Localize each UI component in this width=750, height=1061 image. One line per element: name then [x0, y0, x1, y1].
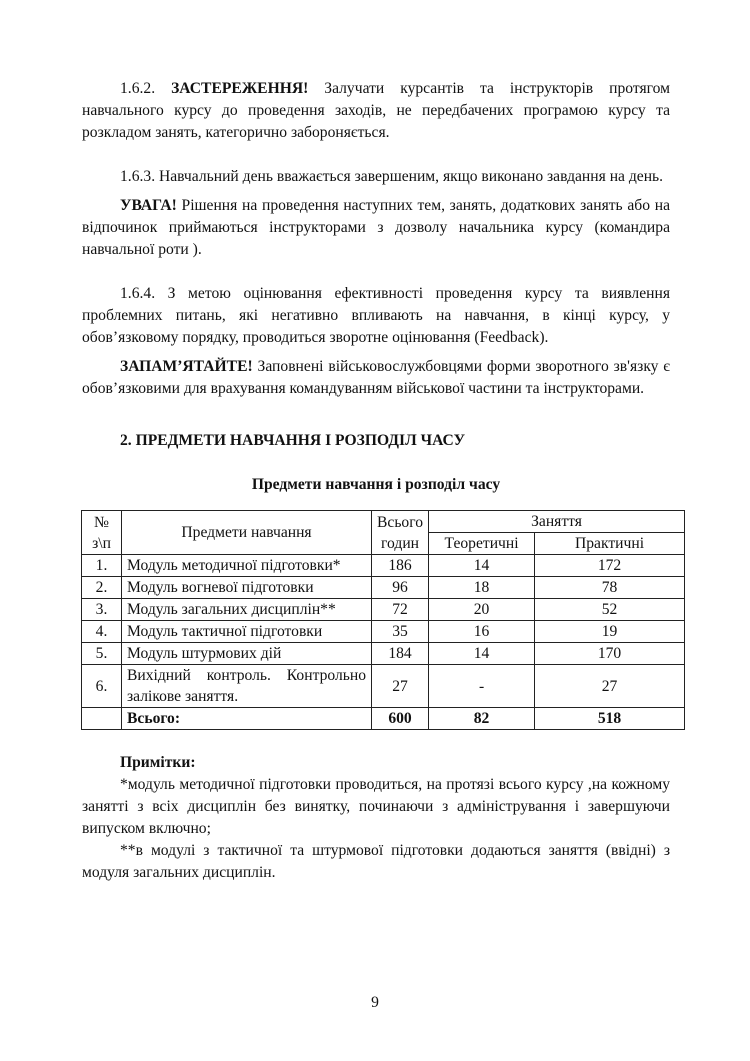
- row-num: 2.: [82, 577, 122, 599]
- row-practice: 19: [535, 621, 685, 643]
- total-theory: 82: [429, 708, 535, 730]
- table-row: [82, 643, 685, 665]
- notes-title: Примітки:: [120, 754, 196, 771]
- row-hours: 72: [372, 599, 429, 621]
- table-total-row: [82, 708, 685, 730]
- table-row: [82, 577, 685, 599]
- remember-label: ЗАПАМ’ЯТАЙТЕ!: [120, 358, 253, 375]
- paragraph-text: Залучати курсантів та інструкторів протягом навчального курсу до проведення заходів, не передбачених програмою курсу та розкладом занять, категорично забороняється.: [82, 80, 671, 141]
- row-practice: 27: [535, 665, 685, 708]
- row-theory: 18: [429, 577, 535, 599]
- row-theory: 20: [429, 599, 535, 621]
- paragraph-1-6-2: [82, 78, 670, 144]
- table-caption: Предмети навчання і розподіл часу: [251, 476, 501, 493]
- row-hours: 27: [372, 665, 429, 708]
- table-row: [82, 599, 685, 621]
- row-subject: Модуль вогневої підготовки: [122, 577, 372, 599]
- total-practice: 518: [535, 708, 685, 730]
- row-theory: 14: [429, 643, 535, 665]
- row-practice: 170: [535, 643, 685, 665]
- row-hours: 35: [372, 621, 429, 643]
- row-num: 4.: [82, 621, 122, 643]
- row-hours: 186: [372, 555, 429, 577]
- header-practice: Практичні: [535, 533, 685, 555]
- row-subject: Вихідний контроль. Контрольно залікове заняття.: [122, 665, 372, 708]
- row-theory: -: [429, 665, 535, 708]
- warning-label: ЗАСТЕРЕЖЕННЯ!: [171, 80, 309, 97]
- header-subject: Предмети навчання: [122, 511, 372, 555]
- row-num: 1.: [82, 555, 122, 577]
- page-content: [82, 78, 670, 884]
- row-theory: 16: [429, 621, 535, 643]
- row-theory: 14: [429, 555, 535, 577]
- row-subject: Модуль методичної підготовки*: [122, 555, 372, 577]
- paragraph-attention: [82, 195, 670, 261]
- row-num: 6.: [82, 665, 122, 708]
- subjects-table: [81, 510, 685, 730]
- total-num-empty: [82, 708, 122, 730]
- paragraph-text: Заповнені військовослужбовцями форми зворотного зв'язку є обов’язковими для врахування командуванням військової частини та інструкторами.: [82, 358, 670, 397]
- total-label: Всього:: [122, 708, 372, 730]
- paragraph-remember: [82, 356, 670, 400]
- attention-label: УВАГА!: [120, 197, 177, 214]
- table-row: [82, 665, 685, 708]
- page-number: 9: [371, 994, 379, 1011]
- row-practice: 172: [535, 555, 685, 577]
- total-hours: 600: [372, 708, 429, 730]
- paragraph-text: Рішення на проведення наступних тем, занять, додаткових занять або на відпочинок приймаються інструкторами з дозволу начальника курсу (командира навчальної роти ).: [82, 197, 670, 258]
- header-num: № з\п: [82, 511, 122, 555]
- paragraph-number: 1.6.2.: [120, 80, 172, 97]
- section-heading: 2. ПРЕДМЕТИ НАВЧАННЯ І РОЗПОДІЛ ЧАСУ: [120, 432, 466, 449]
- table-row: [82, 621, 685, 643]
- row-num: 3.: [82, 599, 122, 621]
- row-subject: Модуль штурмових дій: [122, 643, 372, 665]
- paragraph-1-6-3: 1.6.3. Навчальний день вважається завершеним, якщо виконано завдання на день.: [120, 168, 664, 185]
- header-hours: Всього годин: [372, 511, 429, 555]
- row-subject: Модуль загальних дисциплін**: [122, 599, 372, 621]
- note-item: *модуль методичної підготовки проводиться, на протязі всього курсу ,на кожному занятті з всіх дисциплін без винятку, починаючи з адміністрування і завершуючи випуском включно;: [82, 776, 670, 837]
- row-subject: Модуль тактичної підготовки: [122, 621, 372, 643]
- table-header-row: [82, 511, 685, 533]
- note-item: **в модулі з тактичної та штурмової підготовки додаються заняття (ввідні) з модуля загальних дисциплін.: [82, 842, 670, 881]
- header-classes: Заняття: [429, 511, 685, 533]
- row-practice: 52: [535, 599, 685, 621]
- row-num: 5.: [82, 643, 122, 665]
- row-practice: 78: [535, 577, 685, 599]
- header-theory: Теоретичні: [429, 533, 535, 555]
- row-hours: 96: [372, 577, 429, 599]
- table-row: [82, 555, 685, 577]
- row-hours: 184: [372, 643, 429, 665]
- paragraph-1-6-4: 1.6.4. З метою оцінювання ефективності проведення курсу та виявлення проблемних питань, які негативно впливають на навчання, в кінці курсу, у обов’язковому порядку, проводиться зворотне оцінювання (Feedback).: [82, 285, 670, 346]
